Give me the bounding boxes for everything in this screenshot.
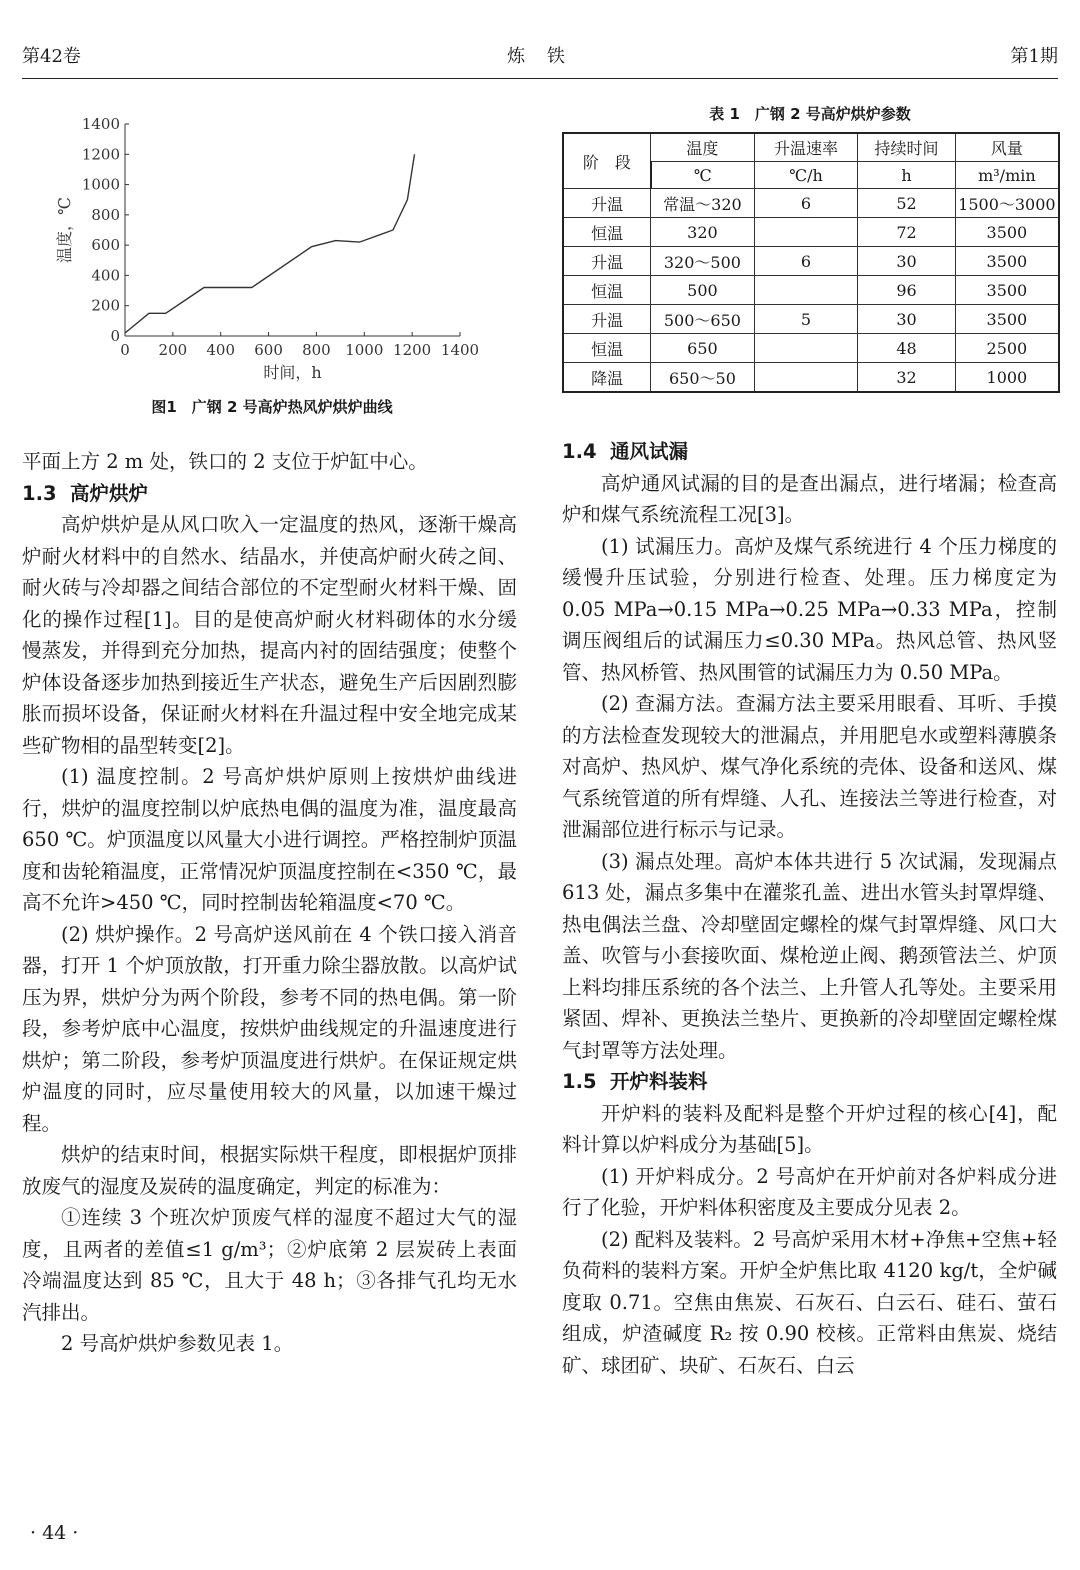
x-tick-label: 800 [302,341,331,359]
table-row [563,189,1059,218]
table-row [563,276,1059,305]
paragraph: (1) 温度控制。2 号高炉烘炉原则上按烘炉曲线进行，烘炉的温度控制以炉底热电偶的温度为准，温度最高 650 ℃。炉顶温度以风量大小进行调控。严格控制炉顶温度和齿轮箱温度，正常情况炉顶温度控制在<350 ℃，最高不允许>450 ℃，同时控制齿轮箱温度<70 ℃。 [22,765,517,914]
paragraph: 2 号高炉烘炉参数见表 1。 [61,1332,294,1355]
paragraph: (1) 试漏压力。高炉及煤气系统进行 4 个压力梯度的缓慢升压试验，分别进行检查、处理。压力梯度定为 0.05 MPa→0.15 MPa→0.25 MPa→0.33 MPa，控制调压阀组后的试漏压力≤0.30 MPa。热风总管、热风竖管、热风桥管、热风围管的试漏压力为 0.50 MPa。 [562,534,1057,684]
paragraph: 开炉料的装料及配料是整个开炉过程的核心[4]，配料计算以炉料成分为基础[5]。 [562,1101,1057,1156]
table-cell: 升温 [563,247,651,276]
table-cell: 降温 [563,363,651,393]
table-cell: 500 [651,276,755,305]
paragraph: (2) 配料及装料。2 号高炉采用木材+净焦+空焦+轻负荷料的装料方案。开炉全炉焦比取 4120 kg/t，全炉碱度取 0.71。空焦由焦炭、石灰石、白云石、硅石、萤石组成，炉渣碱度 R₂ 按 0.90 校核。正常料由焦炭、烧结矿、球团矿、块矿、石灰石、白云 [562,1227,1057,1377]
x-tick-label: 1400 [440,341,480,359]
table-cell: 650 [651,334,755,363]
x-tick-label: 200 [158,341,188,359]
table-cell: 3500 [955,305,1059,334]
table-cell [754,218,858,247]
table-cell: 3500 [955,218,1059,247]
table-cell: 52 [858,189,956,218]
paragraph: (2) 烘炉操作。2 号高炉送风前在 4 个铁口接入消音器，打开 1 个炉顶放散，打开重力除尘器放散。以高炉试压为界，烘炉分为两个阶段，参考不同的热电偶。第一阶段，参考炉底中心温度，按烘炉曲线规定的升温速度进行烘炉；第二阶段，参考炉顶温度进行烘炉。在保证规定烘炉温度的同时，应尽量使用较大的风量，以加速干燥过程。 [22,922,517,1135]
table-cell: 恒温 [563,334,651,363]
section-number: 1.3 [22,481,57,505]
table-row [563,334,1059,363]
page-number: · 44 · [30,1522,79,1544]
table-row [563,305,1059,334]
table-body [563,189,1059,393]
temperature-curve-chart [22,100,522,390]
section-heading-1-4 [562,436,1057,468]
running-header [22,42,1058,74]
table-cell: 升温 [563,305,651,334]
paragraph: 烘炉的结束时间，根据实际烘干程度，即根据炉顶排放废气的湿度及炭砖的温度确定，判定的标准为： [22,1143,517,1198]
header-duration: 持续时间 [858,133,956,162]
x-axis-label: 时间，h [263,363,322,382]
header-rule [22,78,1058,79]
table-cell [754,276,858,305]
y-tick-label: 800 [91,205,120,224]
y-tick-label: 1400 [81,115,120,133]
section-heading-1-5 [562,1066,1057,1098]
section-number: 1.4 [562,440,597,463]
table-cell: 3500 [955,247,1059,276]
series-line-0 [125,154,415,333]
table-row [563,247,1059,276]
table-header-row-1 [563,133,1059,162]
table-cell: 2500 [955,334,1059,363]
table-cell: 320 [651,218,755,247]
right-column [562,436,1057,1381]
table-cell: 650～50 [651,363,755,393]
table-cell: 常温～320 [651,189,755,218]
table-cell: 500～650 [651,305,755,334]
paragraph: 平面上方 2 m 处，铁口的 2 支位于炉缸中心。 [22,450,428,473]
section-title: 通风试漏 [610,440,689,463]
x-tick-label: 400 [206,341,236,359]
x-tick-label: 600 [254,341,283,359]
y-axis-label: 温度，℃ [55,197,74,263]
section-number: 1.5 [562,1070,597,1093]
table-cell: 96 [858,276,956,305]
section-title: 开炉料装料 [610,1070,708,1093]
unit-air-volume: m³/min [955,162,1059,189]
table-cell [754,334,858,363]
paragraph: 高炉通风试漏的目的是查出漏点，进行堵漏；检查高炉和煤气系统流程工况[3]。 [562,471,1057,526]
y-tick-label: 600 [91,236,120,255]
header-stage: 阶 段 [563,133,651,189]
table-cell: 32 [858,363,956,393]
section-heading-1-3 [22,478,517,510]
table-cell: 6 [754,189,858,218]
unit-duration: h [858,162,956,189]
paragraph: (3) 漏点处理。高炉本体共进行 5 次试漏，发现漏点 613 处，漏点多集中在灌浆孔盖、进出水管头封罩焊缝、热电偶法兰盘、冷却壁固定螺栓的煤气封罩焊缝、风口大盖、吹管与小套接吹面、煤枪逆止阀、鹅颈管法兰、炉顶上料均排压系统的各个法兰、上升管人孔等处。主要采用紧固、焊补、更换法兰垫片、更换新的冷却壁固定螺栓煤气封罩等方法处理。 [562,849,1057,1062]
y-tick-label: 400 [91,266,120,285]
table-1 [562,132,1060,393]
table-cell [754,363,858,393]
x-tick-label: 0 [120,341,130,359]
table-cell: 6 [754,247,858,276]
table-cell: 1000 [955,363,1059,393]
paragraph: (2) 查漏方法。查漏方法主要采用眼看、耳听、手摸的方法检查发现较大的泄漏点，并用肥皂水或塑料薄膜条对高炉、热风炉、煤气净化系统的壳体、设备和送风、煤气系统管道的所有焊缝、人孔、连接法兰等进行检查，对泄漏部位进行标示与记录。 [562,692,1057,841]
table-cell: 升温 [563,189,651,218]
y-tick-label: 1000 [81,175,120,194]
table-cell: 3500 [955,276,1059,305]
volume-label: 第42卷 [22,46,81,67]
table-1-caption: 表 1 广钢 2 号高炉烘炉参数 [709,105,911,123]
y-tick-label: 200 [91,296,120,315]
x-tick-label: 1200 [393,341,432,359]
x-tick-label: 1000 [345,341,384,359]
left-column [22,446,517,1360]
table-row [563,363,1059,393]
table-cell: 恒温 [563,276,651,305]
header-heating-rate: 升温速率 [754,133,858,162]
table-cell: 恒温 [563,218,651,247]
issue-label: 第1期 [1010,46,1058,67]
table-cell: 30 [858,305,956,334]
section-title: 高炉烘炉 [70,481,149,505]
figure-1-caption: 图1 广钢 2 号高炉热风炉烘炉曲线 [151,398,393,416]
unit-heating-rate: ℃/h [754,162,858,189]
paragraph: 高炉烘炉是从风口吹入一定温度的热风，逐渐干燥高炉耐火材料中的自然水、结晶水，并使高炉耐火砖之间、耐火砖与冷却器之间结合部位的不定型耐火材料干燥、固化的操作过程[1]。目的是使高炉耐火材料砌体的水分缓慢蒸发，并得到充分加热，提高内衬的固结强度；使整个炉体设备逐步加热到接近生产状态，避免生产后因剧烈膨胀而损坏设备，保证耐火材料在升温过程中安全地完成某些矿物相的晶型转变[2]。 [22,513,517,757]
figure-1 [22,100,522,430]
paragraph: (1) 开炉料成分。2 号高炉在开炉前对各炉料成分进行了化验，开炉料体积密度及主要成分见表 2。 [562,1164,1057,1219]
table-cell: 48 [858,334,956,363]
table-cell: 1500～3000 [955,189,1059,218]
table-cell: 72 [858,218,956,247]
journal-title: 炼 铁 [507,46,573,67]
table-row [563,218,1059,247]
header-air-volume: 风量 [955,133,1059,162]
table-cell: 320～500 [651,247,755,276]
y-tick-label: 0 [110,327,120,345]
paragraph: ①连续 3 个班次炉顶废气样的湿度不超过大气的湿度，且两者的差值≤1 g/m³；②炉底第 2 层炭砖上表面冷端温度达到 85 ℃，且大于 48 h；③各排气孔均无水汽排出。 [22,1206,517,1324]
y-tick-label: 1200 [81,145,120,164]
header-temperature: 温度 [651,133,755,162]
unit-temperature: ℃ [651,162,755,189]
table-cell: 5 [754,305,858,334]
table-cell: 30 [858,247,956,276]
